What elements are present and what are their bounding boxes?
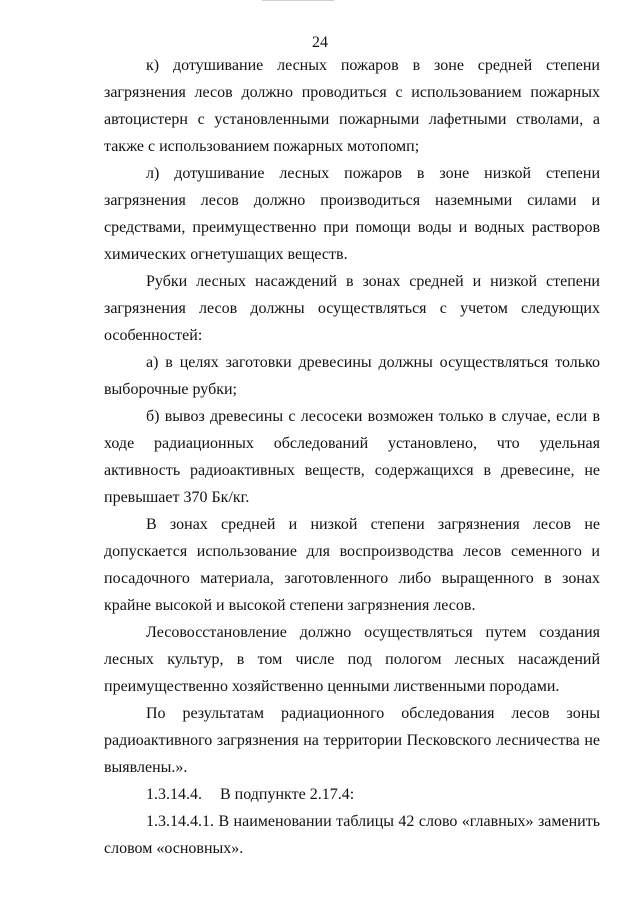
paragraph-b: б) вывоз древесины с лесосеки возможен только в случае, если в ходе радиационных обследований установлено, что удельная активность радиоактивных веществ, содержащихся в древесине, не превышает 370 Бк/кг. bbox=[104, 408, 600, 506]
subitem-text: В подпункте 2.17.4: bbox=[220, 786, 355, 803]
top-edge-mark bbox=[0, 0, 640, 2]
paragraph-k: к) дотушивание лесных пожаров в зоне средней степени загрязнения лесов должно проводиться с использованием пожарных автоцистерн с установленными пожарными лафетными стволами, а также с использованием пожарных мотопомп; bbox=[104, 57, 600, 155]
paragraph-logging: Рубки лесных насаждений в зонах средней и низкой степени загрязнения лесов должны осуществляться с учетом следующих особенностей: bbox=[104, 273, 600, 344]
paragraph-reforestation: Лесовосстановление должно осуществляться путем создания лесных культур, в том числе под пологом лесных насаждений преимущественно хозяйственно ценными лиственными породами. bbox=[104, 624, 600, 695]
subitem-1-3-14-4 bbox=[104, 781, 600, 808]
subitem-number: 1.3.14.4. bbox=[146, 786, 202, 803]
subitem-1-3-14-4-1 bbox=[104, 808, 600, 862]
document-body bbox=[104, 52, 600, 862]
paragraph-zones: В зонах средней и низкой степени загрязнения лесов не допускается использование для воспроизводства лесов семенного и посадочного материала, заготовленного либо выращенного в зонах крайне высокой и высокой степени загрязнения лесов. bbox=[104, 516, 600, 614]
page-number: 24 bbox=[312, 34, 328, 51]
paragraph-l: л) дотушивание лесных пожаров в зоне низкой степени загрязнения лесов должно производиться наземными силами и средствами, преимущественно при помощи воды и водных растворов химических огнетушащих веществ. bbox=[104, 165, 600, 263]
subitem2-text: В наименовании таблицы 42 слово «главных» заменить словом «основных». bbox=[104, 813, 601, 857]
subitem2-number: 1.3.14.4.1. bbox=[146, 813, 214, 830]
paragraph-a: а) в целях заготовки древесины должны осуществляться только выборочные рубки; bbox=[104, 354, 600, 398]
paragraph-results: По результатам радиационного обследования лесов зоны радиоактивного загрязнения на территории Песковского лесничества не выявлены.». bbox=[104, 705, 600, 776]
